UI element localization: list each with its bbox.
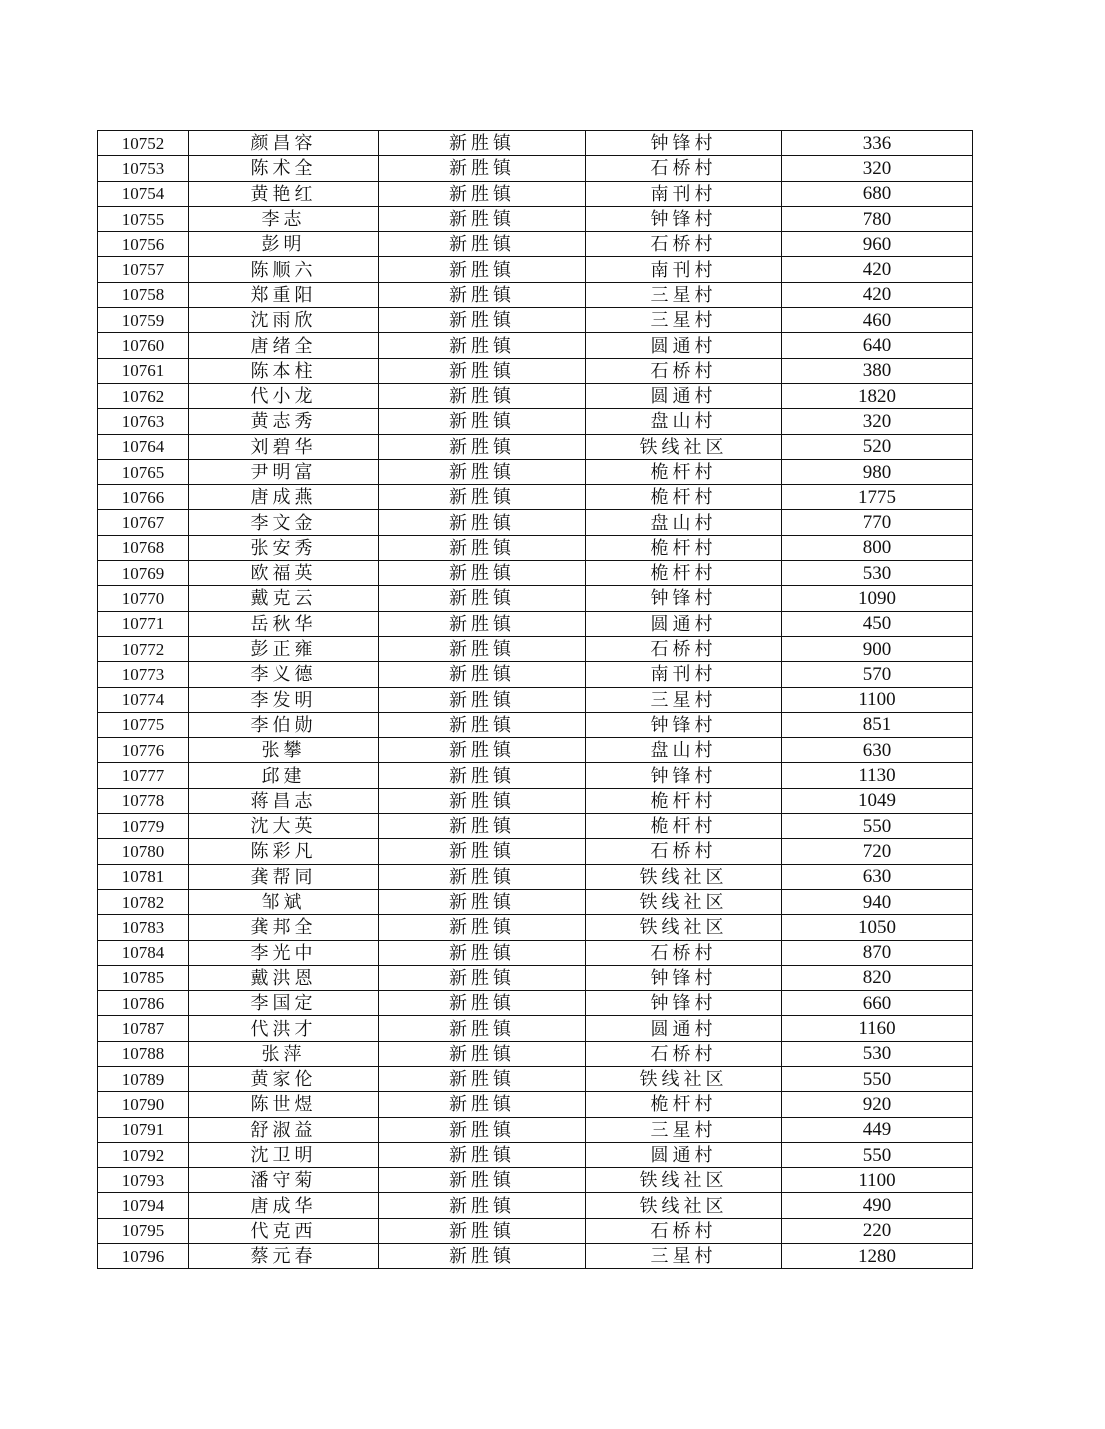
amount-cell: 320 [782,409,973,434]
amount-cell: 1100 [782,687,973,712]
table-row [98,1092,973,1117]
village-cell: 铁线社区 [586,1168,782,1193]
name-cell: 沈卫明 [189,1142,379,1167]
amount-cell: 1130 [782,763,973,788]
table-row [98,991,973,1016]
table-row [98,839,973,864]
village-cell: 钟锋村 [586,586,782,611]
table-row [98,131,973,156]
amount-cell: 550 [782,1142,973,1167]
village-cell: 三星村 [586,1117,782,1142]
village-cell: 石桥村 [586,636,782,661]
serial-number-cell: 10767 [98,510,189,535]
serial-number-cell: 10783 [98,915,189,940]
amount-cell: 720 [782,839,973,864]
table-row [98,586,973,611]
village-cell: 桅杆村 [586,561,782,586]
village-cell: 桅杆村 [586,485,782,510]
amount-cell: 980 [782,459,973,484]
town-cell: 新胜镇 [379,814,586,839]
table-row [98,358,973,383]
name-cell: 代小龙 [189,383,379,408]
serial-number-cell: 10791 [98,1117,189,1142]
amount-cell: 570 [782,662,973,687]
amount-cell: 530 [782,1041,973,1066]
village-cell: 三星村 [586,308,782,333]
table-row [98,814,973,839]
village-cell: 钟锋村 [586,763,782,788]
town-cell: 新胜镇 [379,611,586,636]
table-row [98,1041,973,1066]
serial-number-cell: 10780 [98,839,189,864]
town-cell: 新胜镇 [379,687,586,712]
village-cell: 石桥村 [586,839,782,864]
name-cell: 邹斌 [189,889,379,914]
town-cell: 新胜镇 [379,485,586,510]
table-row [98,1168,973,1193]
serial-number-cell: 10755 [98,206,189,231]
village-cell: 桅杆村 [586,1092,782,1117]
name-cell: 龚邦全 [189,915,379,940]
amount-cell: 460 [782,308,973,333]
amount-cell: 336 [782,131,973,156]
amount-cell: 490 [782,1193,973,1218]
amount-cell: 420 [782,257,973,282]
town-cell: 新胜镇 [379,1218,586,1243]
amount-cell: 960 [782,232,973,257]
serial-number-cell: 10774 [98,687,189,712]
serial-number-cell: 10759 [98,308,189,333]
name-cell: 唐成华 [189,1193,379,1218]
town-cell: 新胜镇 [379,131,586,156]
name-cell: 李国定 [189,991,379,1016]
serial-number-cell: 10763 [98,409,189,434]
table-row [98,1142,973,1167]
amount-cell: 550 [782,814,973,839]
subsidy-table [97,130,973,1269]
town-cell: 新胜镇 [379,535,586,560]
village-cell: 南刊村 [586,181,782,206]
town-cell: 新胜镇 [379,915,586,940]
village-cell: 圆通村 [586,333,782,358]
serial-number-cell: 10756 [98,232,189,257]
village-cell: 桅杆村 [586,788,782,813]
village-cell: 钟锋村 [586,712,782,737]
amount-cell: 630 [782,864,973,889]
serial-number-cell: 10758 [98,282,189,307]
town-cell: 新胜镇 [379,358,586,383]
village-cell: 石桥村 [586,1218,782,1243]
village-cell: 铁线社区 [586,1193,782,1218]
town-cell: 新胜镇 [379,965,586,990]
town-cell: 新胜镇 [379,282,586,307]
serial-number-cell: 10778 [98,788,189,813]
village-cell: 铁线社区 [586,915,782,940]
amount-cell: 450 [782,611,973,636]
serial-number-cell: 10779 [98,814,189,839]
table-row [98,738,973,763]
town-cell: 新胜镇 [379,864,586,889]
amount-cell: 380 [782,358,973,383]
village-cell: 桅杆村 [586,459,782,484]
amount-cell: 660 [782,991,973,1016]
serial-number-cell: 10770 [98,586,189,611]
table-row [98,409,973,434]
village-cell: 南刊村 [586,257,782,282]
table-row [98,156,973,181]
name-cell: 张安秀 [189,535,379,560]
town-cell: 新胜镇 [379,1117,586,1142]
town-cell: 新胜镇 [379,712,586,737]
village-cell: 铁线社区 [586,864,782,889]
town-cell: 新胜镇 [379,662,586,687]
serial-number-cell: 10795 [98,1218,189,1243]
serial-number-cell: 10781 [98,864,189,889]
village-cell: 桅杆村 [586,814,782,839]
name-cell: 潘守菊 [189,1168,379,1193]
table-row [98,611,973,636]
amount-cell: 1049 [782,788,973,813]
table-row [98,636,973,661]
name-cell: 李义德 [189,662,379,687]
serial-number-cell: 10790 [98,1092,189,1117]
town-cell: 新胜镇 [379,1244,586,1269]
town-cell: 新胜镇 [379,383,586,408]
serial-number-cell: 10775 [98,712,189,737]
table-row [98,889,973,914]
serial-number-cell: 10752 [98,131,189,156]
name-cell: 陈术全 [189,156,379,181]
town-cell: 新胜镇 [379,586,586,611]
name-cell: 唐绪全 [189,333,379,358]
town-cell: 新胜镇 [379,181,586,206]
name-cell: 邱建 [189,763,379,788]
serial-number-cell: 10789 [98,1066,189,1091]
town-cell: 新胜镇 [379,308,586,333]
amount-cell: 530 [782,561,973,586]
amount-cell: 940 [782,889,973,914]
village-cell: 三星村 [586,1244,782,1269]
table-row [98,712,973,737]
serial-number-cell: 10792 [98,1142,189,1167]
village-cell: 铁线社区 [586,434,782,459]
serial-number-cell: 10786 [98,991,189,1016]
village-cell: 石桥村 [586,1041,782,1066]
village-cell: 圆通村 [586,383,782,408]
name-cell: 欧福英 [189,561,379,586]
town-cell: 新胜镇 [379,738,586,763]
serial-number-cell: 10785 [98,965,189,990]
amount-cell: 800 [782,535,973,560]
town-cell: 新胜镇 [379,1016,586,1041]
town-cell: 新胜镇 [379,1168,586,1193]
table-row [98,915,973,940]
table-row [98,510,973,535]
table-row [98,308,973,333]
town-cell: 新胜镇 [379,1066,586,1091]
town-cell: 新胜镇 [379,409,586,434]
table-row [98,1117,973,1142]
table-body [98,131,973,1269]
name-cell: 龚帮同 [189,864,379,889]
table-row [98,459,973,484]
amount-cell: 1820 [782,383,973,408]
table-row [98,535,973,560]
serial-number-cell: 10787 [98,1016,189,1041]
serial-number-cell: 10765 [98,459,189,484]
table-row [98,206,973,231]
table-row [98,662,973,687]
table-row [98,864,973,889]
serial-number-cell: 10757 [98,257,189,282]
serial-number-cell: 10766 [98,485,189,510]
amount-cell: 320 [782,156,973,181]
serial-number-cell: 10777 [98,763,189,788]
amount-cell: 420 [782,282,973,307]
table-row [98,485,973,510]
serial-number-cell: 10753 [98,156,189,181]
name-cell: 黄艳红 [189,181,379,206]
amount-cell: 900 [782,636,973,661]
name-cell: 沈大英 [189,814,379,839]
name-cell: 尹明富 [189,459,379,484]
amount-cell: 680 [782,181,973,206]
name-cell: 代洪才 [189,1016,379,1041]
village-cell: 钟锋村 [586,991,782,1016]
serial-number-cell: 10788 [98,1041,189,1066]
amount-cell: 1090 [782,586,973,611]
village-cell: 铁线社区 [586,889,782,914]
amount-cell: 220 [782,1218,973,1243]
serial-number-cell: 10776 [98,738,189,763]
town-cell: 新胜镇 [379,257,586,282]
village-cell: 桅杆村 [586,535,782,560]
table-row [98,940,973,965]
town-cell: 新胜镇 [379,1193,586,1218]
table-row [98,282,973,307]
town-cell: 新胜镇 [379,788,586,813]
village-cell: 石桥村 [586,940,782,965]
village-cell: 三星村 [586,282,782,307]
amount-cell: 820 [782,965,973,990]
name-cell: 李志 [189,206,379,231]
village-cell: 盘山村 [586,510,782,535]
town-cell: 新胜镇 [379,434,586,459]
village-cell: 圆通村 [586,611,782,636]
name-cell: 沈雨欣 [189,308,379,333]
table-row [98,561,973,586]
village-cell: 石桥村 [586,232,782,257]
name-cell: 黄志秀 [189,409,379,434]
town-cell: 新胜镇 [379,839,586,864]
name-cell: 李发明 [189,687,379,712]
name-cell: 戴克云 [189,586,379,611]
table-row [98,687,973,712]
serial-number-cell: 10754 [98,181,189,206]
serial-number-cell: 10793 [98,1168,189,1193]
town-cell: 新胜镇 [379,459,586,484]
serial-number-cell: 10761 [98,358,189,383]
village-cell: 钟锋村 [586,206,782,231]
table-row [98,1244,973,1269]
serial-number-cell: 10782 [98,889,189,914]
amount-cell: 630 [782,738,973,763]
town-cell: 新胜镇 [379,940,586,965]
amount-cell: 640 [782,333,973,358]
name-cell: 陈彩凡 [189,839,379,864]
name-cell: 彭正雍 [189,636,379,661]
name-cell: 李文金 [189,510,379,535]
amount-cell: 1050 [782,915,973,940]
name-cell: 陈世煜 [189,1092,379,1117]
name-cell: 陈顺六 [189,257,379,282]
amount-cell: 920 [782,1092,973,1117]
town-cell: 新胜镇 [379,561,586,586]
amount-cell: 1775 [782,485,973,510]
village-cell: 南刊村 [586,662,782,687]
serial-number-cell: 10768 [98,535,189,560]
serial-number-cell: 10784 [98,940,189,965]
town-cell: 新胜镇 [379,763,586,788]
serial-number-cell: 10764 [98,434,189,459]
table-row [98,1066,973,1091]
name-cell: 郑重阳 [189,282,379,307]
village-cell: 铁线社区 [586,1066,782,1091]
name-cell: 颜昌容 [189,131,379,156]
table-row [98,788,973,813]
town-cell: 新胜镇 [379,333,586,358]
serial-number-cell: 10773 [98,662,189,687]
serial-number-cell: 10760 [98,333,189,358]
name-cell: 李光中 [189,940,379,965]
amount-cell: 520 [782,434,973,459]
amount-cell: 1280 [782,1244,973,1269]
table-row [98,257,973,282]
name-cell: 蒋昌志 [189,788,379,813]
amount-cell: 1160 [782,1016,973,1041]
name-cell: 李伯勋 [189,712,379,737]
name-cell: 张萍 [189,1041,379,1066]
town-cell: 新胜镇 [379,636,586,661]
amount-cell: 449 [782,1117,973,1142]
table-row [98,763,973,788]
village-cell: 圆通村 [586,1016,782,1041]
town-cell: 新胜镇 [379,1092,586,1117]
name-cell: 彭明 [189,232,379,257]
amount-cell: 1100 [782,1168,973,1193]
amount-cell: 550 [782,1066,973,1091]
town-cell: 新胜镇 [379,1041,586,1066]
name-cell: 黄家伦 [189,1066,379,1091]
town-cell: 新胜镇 [379,1142,586,1167]
serial-number-cell: 10771 [98,611,189,636]
serial-number-cell: 10796 [98,1244,189,1269]
name-cell: 陈本柱 [189,358,379,383]
town-cell: 新胜镇 [379,991,586,1016]
name-cell: 张攀 [189,738,379,763]
name-cell: 唐成燕 [189,485,379,510]
name-cell: 岳秋华 [189,611,379,636]
town-cell: 新胜镇 [379,889,586,914]
town-cell: 新胜镇 [379,232,586,257]
table-row [98,383,973,408]
table-row [98,965,973,990]
town-cell: 新胜镇 [379,206,586,231]
village-cell: 石桥村 [586,156,782,181]
amount-cell: 870 [782,940,973,965]
table-row [98,434,973,459]
table-row [98,1016,973,1041]
name-cell: 刘碧华 [189,434,379,459]
table-row [98,1193,973,1218]
name-cell: 代克西 [189,1218,379,1243]
amount-cell: 851 [782,712,973,737]
serial-number-cell: 10772 [98,636,189,661]
village-cell: 盘山村 [586,738,782,763]
village-cell: 石桥村 [586,358,782,383]
name-cell: 蔡元春 [189,1244,379,1269]
serial-number-cell: 10762 [98,383,189,408]
amount-cell: 780 [782,206,973,231]
town-cell: 新胜镇 [379,510,586,535]
village-cell: 圆通村 [586,1142,782,1167]
amount-cell: 770 [782,510,973,535]
serial-number-cell: 10769 [98,561,189,586]
table-row [98,333,973,358]
table-row [98,1218,973,1243]
village-cell: 三星村 [586,687,782,712]
name-cell: 戴洪恩 [189,965,379,990]
serial-number-cell: 10794 [98,1193,189,1218]
name-cell: 舒淑益 [189,1117,379,1142]
village-cell: 钟锋村 [586,131,782,156]
village-cell: 钟锋村 [586,965,782,990]
table-row [98,181,973,206]
table-row [98,232,973,257]
town-cell: 新胜镇 [379,156,586,181]
village-cell: 盘山村 [586,409,782,434]
